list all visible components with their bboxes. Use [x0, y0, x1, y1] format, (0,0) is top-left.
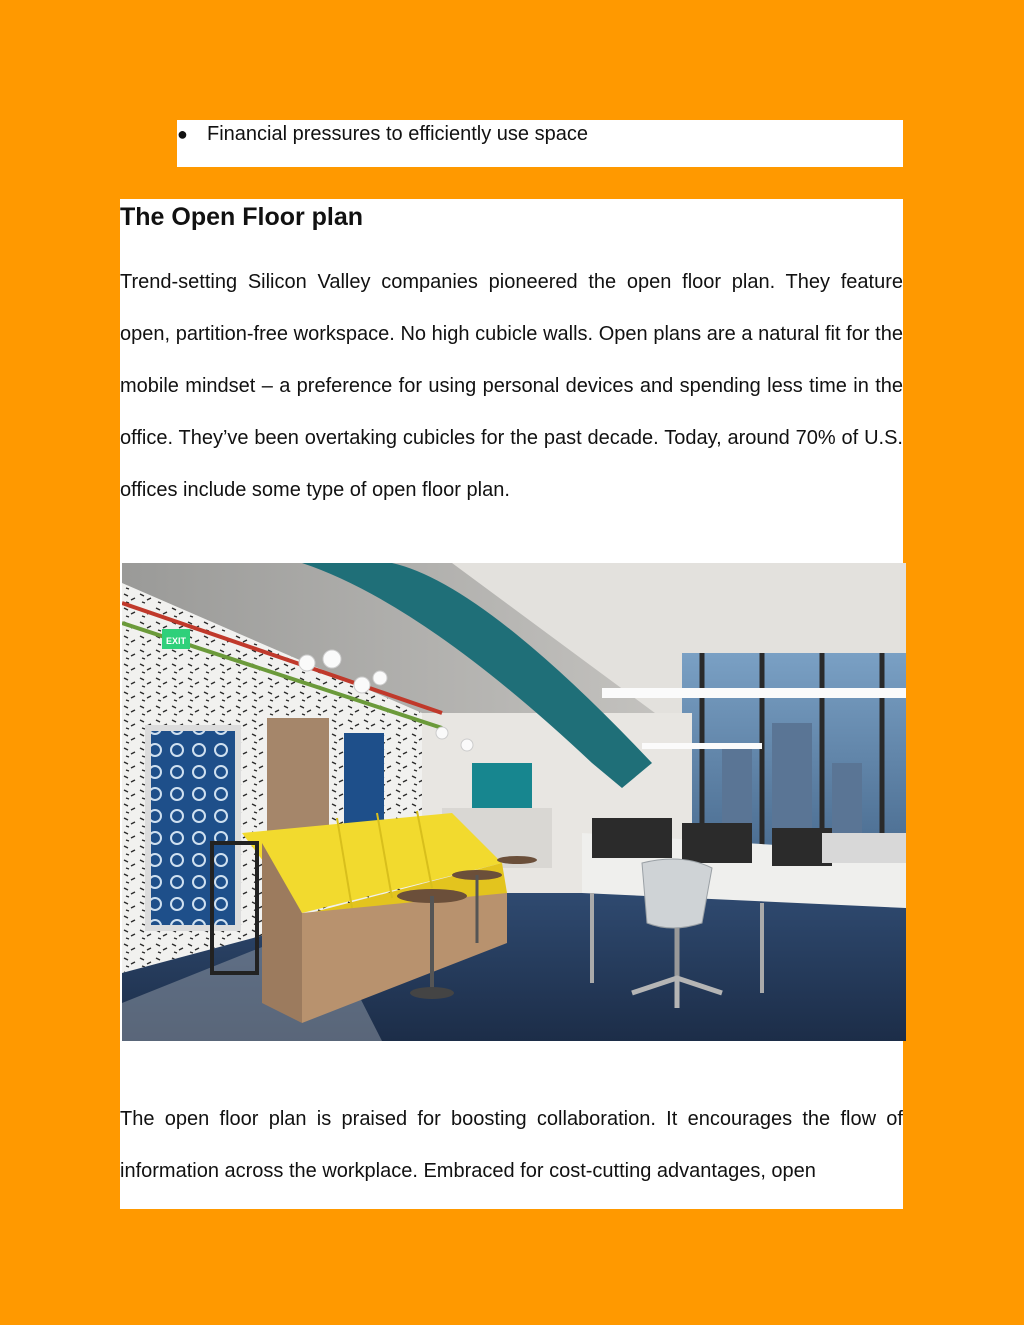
office-photo [122, 563, 906, 1041]
section-heading: The Open Floor plan [120, 203, 364, 231]
exit-sign-text: EXIT [165, 636, 187, 646]
bullet-text: Financial pressures to efficiently use space [207, 123, 588, 145]
collaboration-paragraph: The open floor plan is praised for boosting collaboration. It encourages the flow of information across the workplace. Embraced for cost-cutting advantages, open [120, 1108, 903, 1182]
bullet-list-item [177, 120, 903, 167]
document-content [120, 199, 903, 1209]
intro-paragraph: Trend-setting Silicon Valley companies pioneered the open floor plan. They feature open, partition-free workspace. No high cubicle walls. Open plans are a natural fit for the mobile mindset – a preference for using personal devices and spending less time in the office. They’ve been overtaking cubicles for the past decade. Today, around 70% of U.S. offices include some type of open floor plan. [120, 271, 903, 501]
bullet-marker: ● [177, 124, 188, 144]
